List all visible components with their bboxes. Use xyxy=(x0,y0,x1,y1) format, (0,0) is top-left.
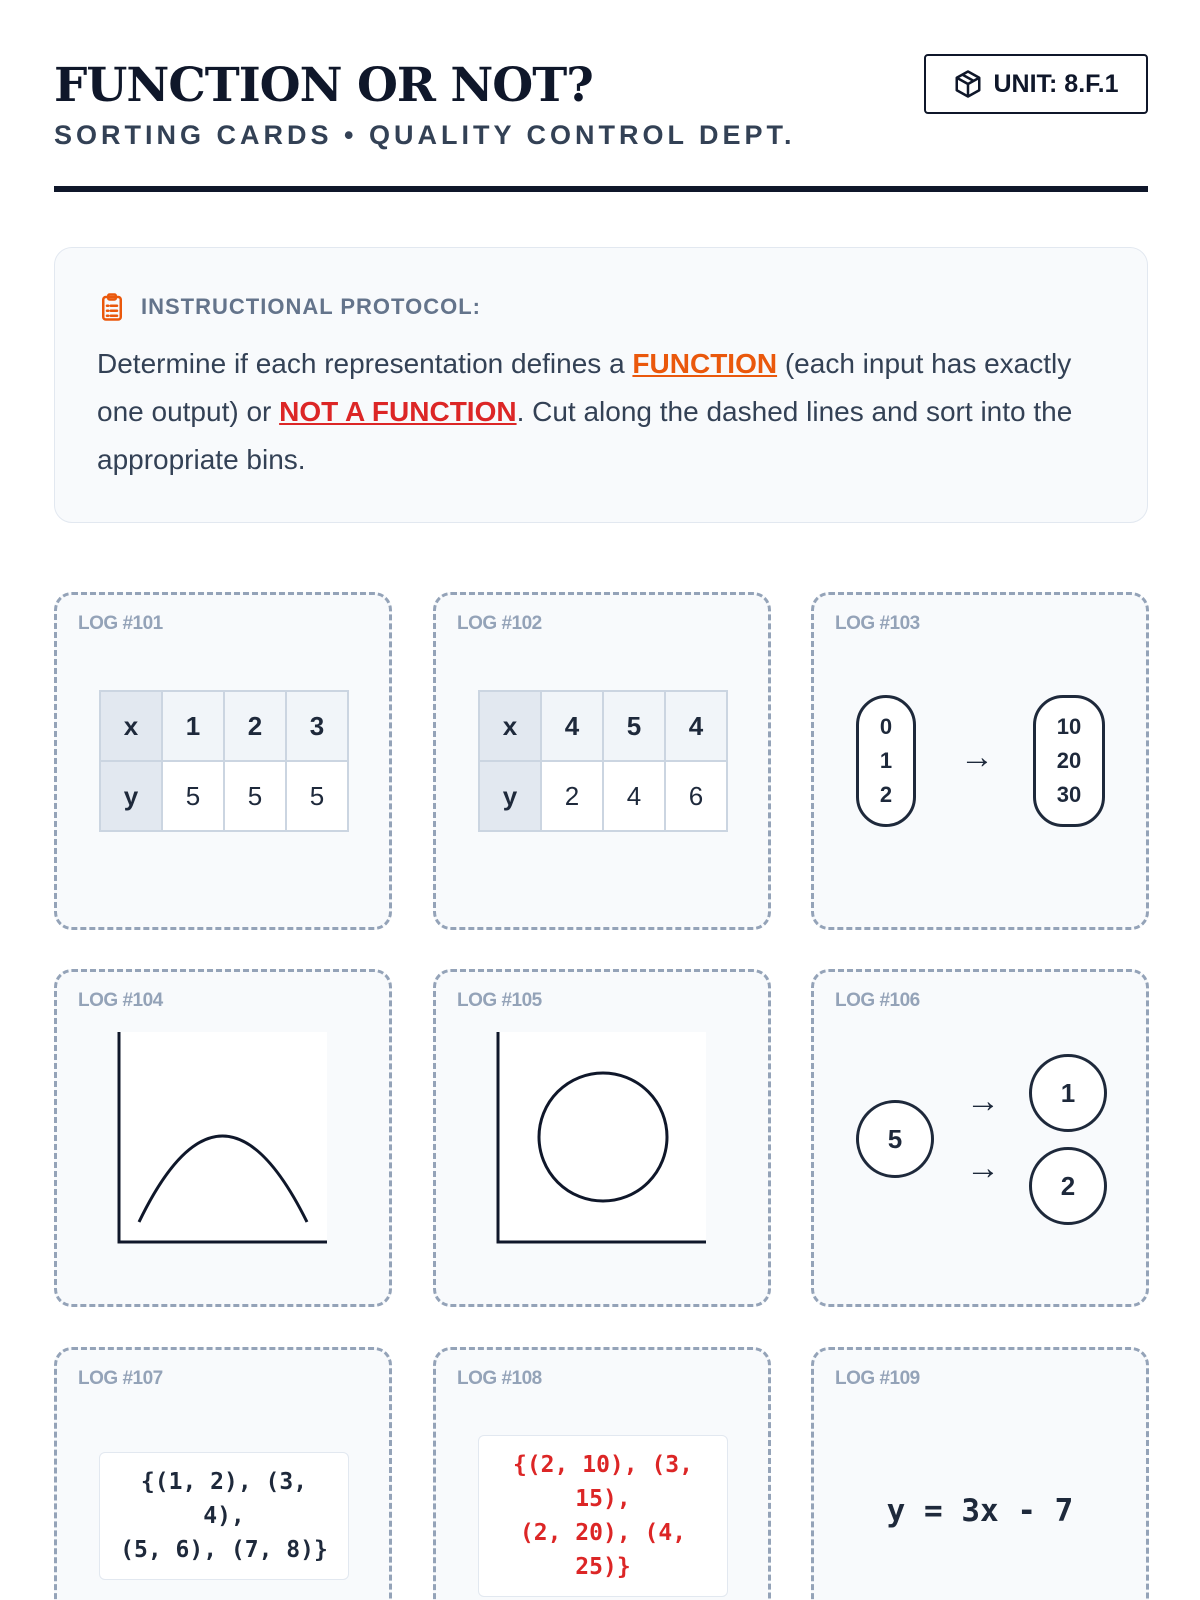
instruction-label xyxy=(97,292,481,322)
output-node: 1 xyxy=(1029,1054,1107,1132)
instruction-text-part: (each input has exactly one output) or xyxy=(97,348,1072,427)
arrow-right-icon: → xyxy=(966,1149,1000,1187)
output-value: 10 xyxy=(1056,714,1082,739)
card-label: LOG #105 xyxy=(457,990,542,1011)
x-header: x xyxy=(100,691,162,761)
circle-graph xyxy=(496,1032,706,1244)
sort-card-104[interactable] xyxy=(54,969,392,1307)
x-value: 2 xyxy=(224,691,286,761)
x-value: 3 xyxy=(286,691,348,761)
input-oval xyxy=(856,695,916,827)
unit-label: UNIT: 8.F.1 xyxy=(993,69,1119,98)
x-value: 4 xyxy=(665,691,727,761)
sort-card-101[interactable] xyxy=(54,592,392,930)
x-header: x xyxy=(479,691,541,761)
ordered-pair-set xyxy=(99,1452,349,1580)
output-node: 2 xyxy=(1029,1147,1107,1225)
set-line: (2, 20), (4, xyxy=(519,1520,687,1546)
input-value: 0 xyxy=(879,714,893,739)
set-line: (5, 6), (7, 8)} xyxy=(120,1537,328,1563)
arrow-right-icon: → xyxy=(960,738,994,776)
y-value: 5 xyxy=(162,761,224,831)
y-value: 4 xyxy=(603,761,665,831)
set-line: {(2, 10), (3, xyxy=(512,1452,693,1478)
x-value: 1 xyxy=(162,691,224,761)
set-line: 25)} xyxy=(575,1554,631,1580)
card-label: LOG #108 xyxy=(457,1368,542,1389)
card-label: LOG #106 xyxy=(835,990,920,1011)
y-header: y xyxy=(100,761,162,831)
output-value: 20 xyxy=(1056,748,1082,773)
keyword-not-function: NOT A FUNCTION xyxy=(279,396,517,427)
sort-card-106[interactable] xyxy=(811,969,1149,1307)
set-line: {(1, 2), (3, xyxy=(140,1469,308,1495)
x-value: 5 xyxy=(603,691,665,761)
output-value: 30 xyxy=(1056,782,1082,807)
input-value: 1 xyxy=(879,748,893,773)
xy-table xyxy=(99,690,349,832)
sort-card-103[interactable] xyxy=(811,592,1149,930)
y-header: y xyxy=(479,761,541,831)
keyword-function: FUNCTION xyxy=(632,348,778,379)
instruction-text-part: Determine if each representation defines a xyxy=(97,348,633,379)
xy-table xyxy=(478,690,728,832)
page-subtitle: SORTING CARDS • QUALITY CONTROL DEPT. xyxy=(54,120,796,150)
page-header xyxy=(54,58,1148,193)
sort-card-105[interactable] xyxy=(433,969,771,1307)
instruction-text xyxy=(97,340,1107,484)
ordered-pair-set xyxy=(478,1435,728,1597)
sort-card-107[interactable] xyxy=(54,1347,392,1600)
y-value: 2 xyxy=(541,761,603,831)
equation: y = 3x - 7 xyxy=(886,1493,1074,1529)
output-oval xyxy=(1033,695,1105,827)
card-label: LOG #107 xyxy=(78,1368,163,1389)
page-title: FUNCTION OR NOT? xyxy=(54,58,593,113)
cube-icon xyxy=(953,69,983,99)
y-value: 5 xyxy=(224,761,286,831)
y-value: 6 xyxy=(665,761,727,831)
clipboard-icon xyxy=(97,292,127,322)
set-line: 4), xyxy=(203,1503,245,1529)
instruction-panel xyxy=(54,247,1148,523)
header-divider xyxy=(54,186,1148,192)
sort-card-102[interactable] xyxy=(433,592,771,930)
card-label: LOG #102 xyxy=(457,613,542,634)
card-label: LOG #103 xyxy=(835,613,920,634)
parabola-graph xyxy=(117,1032,327,1244)
arrow-right-icon: → xyxy=(966,1082,1000,1120)
instruction-label-text: INSTRUCTIONAL PROTOCOL: xyxy=(141,294,481,319)
set-line: 15), xyxy=(575,1486,631,1512)
instruction-text-part: . Cut along the dashed lines and sort into the appropriate bins. xyxy=(97,396,1073,475)
x-value: 4 xyxy=(541,691,603,761)
card-label: LOG #104 xyxy=(78,990,163,1011)
input-node: 5 xyxy=(856,1100,934,1178)
sort-card-108[interactable] xyxy=(433,1347,771,1600)
sort-card-109[interactable] xyxy=(811,1347,1149,1600)
card-label: LOG #109 xyxy=(835,1368,920,1389)
card-label: LOG #101 xyxy=(78,613,163,634)
y-value: 5 xyxy=(286,761,348,831)
unit-badge xyxy=(924,54,1148,114)
input-value: 2 xyxy=(879,782,893,807)
